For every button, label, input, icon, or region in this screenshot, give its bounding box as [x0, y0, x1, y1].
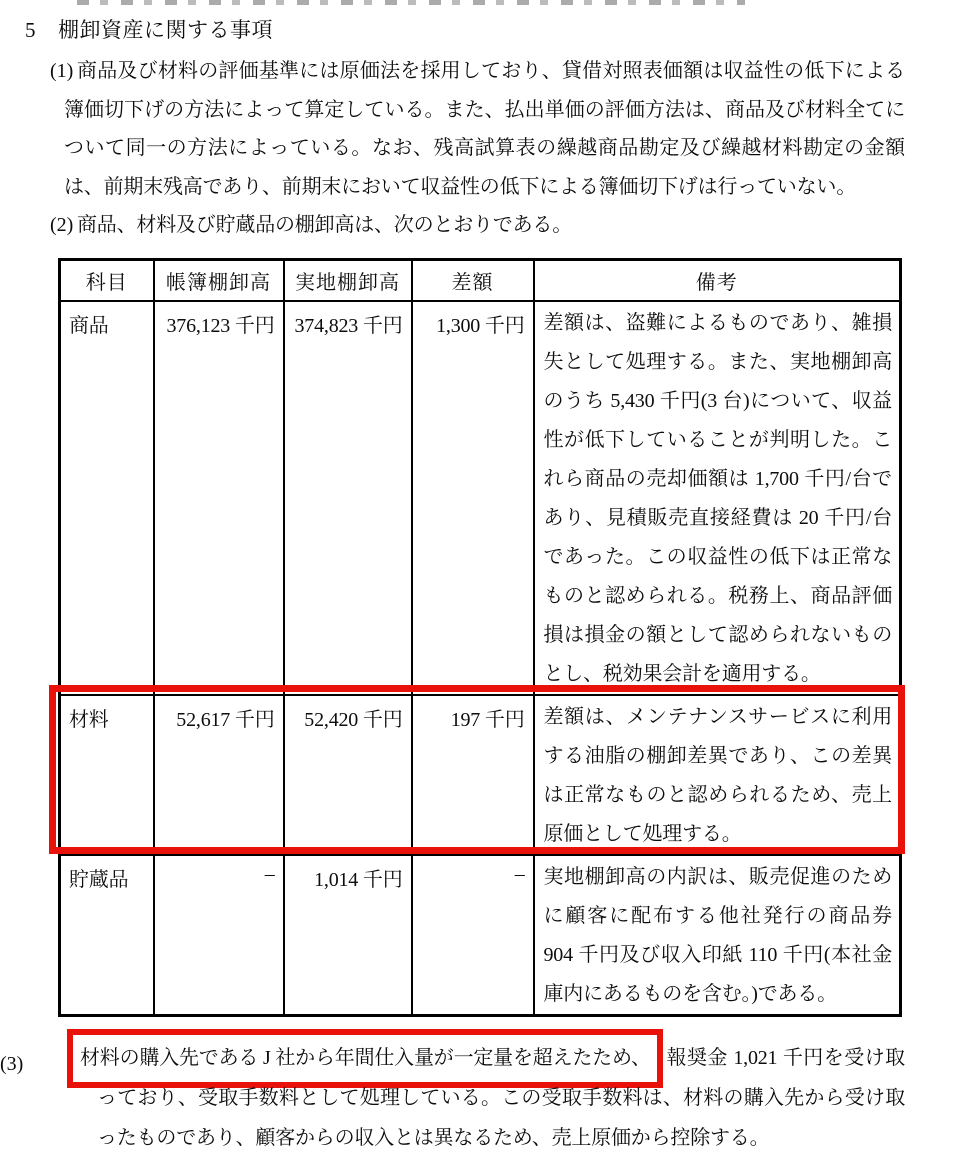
- item-1-label: (1): [50, 60, 74, 82]
- header-difference: 差額: [412, 260, 534, 301]
- item-3-highlighted-text: 材料の購入先である J 社から年間仕入量が一定量を超えたため、: [80, 1047, 651, 1069]
- inventory-table-wrap: [58, 258, 902, 1017]
- table-row-supplies: [60, 855, 901, 1016]
- item-2-label: (2): [50, 214, 74, 236]
- cell-subject: 材料: [60, 695, 154, 855]
- cell-difference-amount: 1,300 千円: [412, 301, 534, 695]
- item-2-text: 商品、材料及び貯蔵品の棚卸高は、次のとおりである。: [77, 214, 572, 236]
- cell-physical-amount: 52,420 千円: [284, 695, 412, 855]
- section-number: 5: [25, 18, 36, 42]
- cell-subject: 商品: [60, 301, 154, 695]
- item-1-paragraph: [0, 52, 905, 206]
- item-2-paragraph: [0, 206, 905, 245]
- clipped-text-fragment: [77, 0, 745, 5]
- cell-subject: 貯蔵品: [60, 855, 154, 1016]
- cell-book-amount: 376,123 千円: [154, 301, 284, 695]
- header-physical-inventory: 実地棚卸高: [284, 260, 412, 301]
- cell-physical-amount: 1,014 千円: [284, 855, 412, 1016]
- cell-remarks: 実地棚卸高の内訳は、販売促進のために顧客に配布する他社発行の商品券 904 千円及び収入印紙 110 千円(本社金庫内にあるものを含む。)である。: [534, 855, 901, 1016]
- item-1-text: 商品及び材料の評価基準には原価法を採用しており、貸借対照表価額は収益性の低下による簿価切下げの方法によって算定している。また、払出単価の評価方法は、商品及び材料全てについて同一の方法によっている。なお、残高試算表の繰越商品勘定及び繰越材料勘定の金額は、前期末残高であり、前期末において収益性の低下による簿価切下げは行っていない。: [64, 60, 905, 198]
- cell-remarks: 差額は、メンテナンスサービスに利用する油脂の棚卸差異であり、この差異は正常なものと認められるため、売上原価として処理する。: [534, 695, 901, 855]
- cell-physical-amount: 374,823 千円: [284, 301, 412, 695]
- section-title: 棚卸資産に関する事項: [58, 18, 273, 42]
- inventory-table: [58, 258, 902, 1017]
- header-subject: 科目: [60, 260, 154, 301]
- table-header-row: [60, 260, 901, 301]
- table-row-merchandise: [60, 301, 901, 695]
- section-heading: [25, 14, 273, 44]
- cell-difference-amount: –: [412, 855, 534, 1016]
- header-book-inventory: 帳簿棚卸高: [154, 260, 284, 301]
- cell-book-amount: –: [154, 855, 284, 1016]
- cell-book-amount: 52,617 千円: [154, 695, 284, 855]
- item-3-paragraph: (3) 材料の購入先である J 社から年間仕入量が一定量を超えたため、 報奨金 1,021 千円を受け取っており、受取手数料として処理している。この受取手数料は、材料の購入先から受け取ったものであり、顧客からの収入とは異なるため、売上原価から控除する。: [0, 1038, 905, 1158]
- table-row-materials: [60, 695, 901, 855]
- item-3-text: 報奨金 1,021 千円を受け取っており、受取手数料として処理している。この受取手数料は、材料の購入先から受け取ったものであり、顧客からの収入とは異なるため、売上原価から控除する。: [97, 1047, 905, 1149]
- item-3-highlight-box: [67, 1029, 663, 1088]
- cell-difference-amount: 197 千円: [412, 695, 534, 855]
- header-remarks: 備考: [534, 260, 901, 301]
- cell-remarks: 差額は、盗難によるものであり、雑損失として処理する。また、実地棚卸高のうち 5,430 千円(3 台)について、収益性が低下していることが判明した。これら商品の売却価額は 1,700 千円/台であり、見積販売直接経費は 20 千円/台であった。この収益性の低下は正常なものと認められる。税務上、商品評価損は損金の額として認められないものとし、税効果会計を適用する。: [534, 301, 901, 695]
